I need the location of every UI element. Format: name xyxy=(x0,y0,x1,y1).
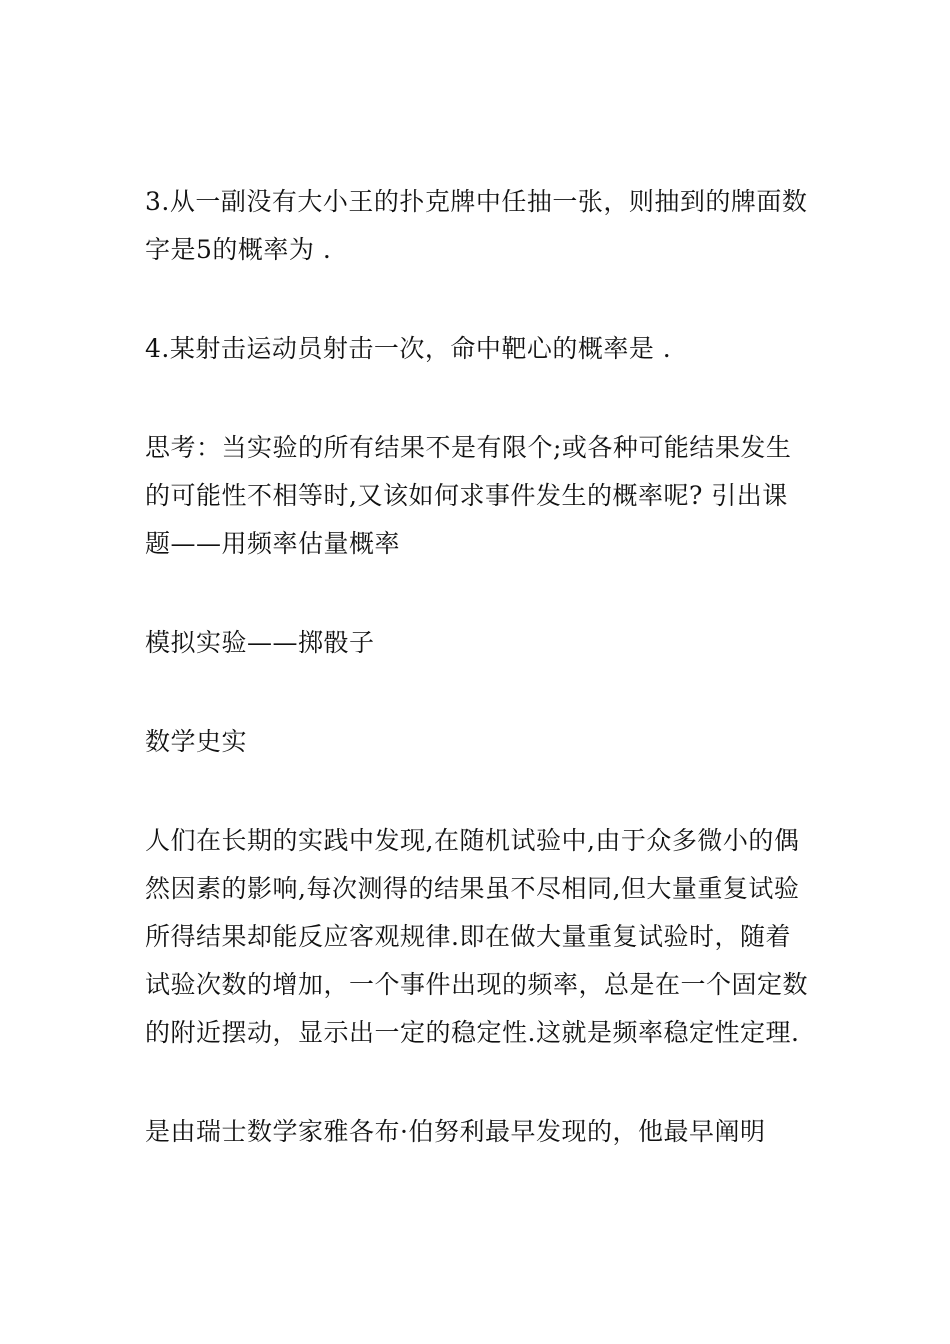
paragraph-question-3: 3.从一副没有大小王的扑克牌中任抽一张，则抽到的牌面数字是5的概率为 . xyxy=(145,187,808,264)
document-body xyxy=(145,178,810,1207)
paragraph-question-4: 4.某射击运动员射击一次，命中靶心的概率是 . xyxy=(145,334,672,363)
paragraph-history-heading: 数学史实 xyxy=(145,727,248,756)
paragraph-simulation-heading: 模拟实验——掷骰子 xyxy=(145,628,375,657)
paragraph-bernoulli: 是由瑞士数学家雅各布·伯努利最早发现的，他最早阐明 xyxy=(145,1117,766,1146)
paragraph-frequency-stability: 人们在长期的实践中发现,在随机试验中,由于众多微小的偶然因素的影响,每次测得的结果虽不尽相同,但大量重复试验所得结果却能反应客观规律.即在做大量重复试验时，随着试验次数的增加，一个事件出现的频率，总是在一个固定数的附近摆动，显示出一定的稳定性.这就是频率稳定性定理. xyxy=(145,826,809,1047)
paragraph-thinking: 思考：当实验的所有结果不是有限个;或各种可能结果发生的可能性不相等时,又该如何求事件发生的概率呢? 引出课题——用频率估量概率 xyxy=(145,433,792,558)
